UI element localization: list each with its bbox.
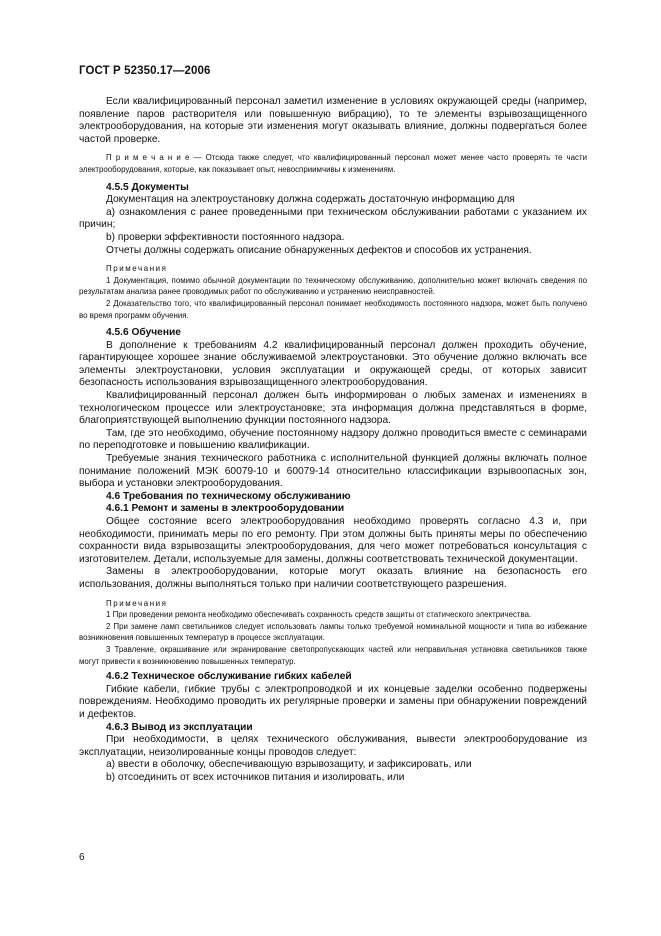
section-heading-4-6-2: 4.6.2 Техническое обслуживание гибких кабелей: [106, 671, 352, 683]
list-item: b) отсоединить от всех источников питания и изолировать, или: [106, 771, 405, 783]
page-number: 6: [79, 852, 85, 863]
section-heading-4-5-6: 4.5.6 Обучение: [106, 327, 181, 339]
standard-header: ГОСТ Р 52350.17—2006: [79, 65, 211, 77]
paragraph: Там, где это необходимо, обучение постоянному надзору должно проводиться вместе с семинарами по переподготовке и повышению квалификации.: [79, 427, 587, 452]
notes-title: Примечания: [106, 264, 168, 274]
note: 2 Доказательство того, что квалифицированный персонал понимает необходимость постоянного надзора, может быть получено во время программ обучения.: [79, 298, 587, 320]
section-heading-4-5-5: 4.5.5 Документы: [106, 181, 189, 193]
paragraph: При необходимости, в целях технического обслуживания, вывести электрооборудование из эксплуатации, неизолированные концы проводов следует:: [79, 734, 587, 758]
note: П р и м е ч а н и е — Отсюда также следует, что квалифицированный персонал может менее часто проверять те части электрооборудования, которые, как показывает опыт, невосприимчивы к изменениям.: [79, 153, 587, 174]
list-item: a) ввести в оболочку, обеспечивающую взрывозащиту, и зафиксировать, или: [106, 759, 472, 771]
paragraph: Замены в электрооборудовании, которые могут оказать влияние на безопасность его использования, должны выполняться только при наличии соответствующего разрешения.: [79, 566, 587, 590]
notes-title: Примечания: [106, 598, 168, 608]
note: 1 При проведении ремонта необходимо обеспечивать сохранность средств защиты от статического электричества.: [106, 610, 532, 620]
paragraph: Документация на электроустановку должна содержать достаточную информацию для: [106, 194, 515, 206]
paragraph: Требуемые знания технического работника с исполнительной функцией должны включать полное понимание положений МЭК 60079-10 и 60079-14 относительно классификации взрывоопасных зон, выбора и установки электрооборудования.: [79, 453, 587, 490]
paragraph: Общее состояние всего электрооборудования необходимо проверять согласно 4.3 и, при необходимости, принимать меры по его ремонту. При этом должны быть приняты меры по обеспечению сохранности вида взрывозащиты электрооборудования, для чего может потребоваться консультация с изготовителем. Детали, используемые для замены, должны соответствовать технической документации.: [79, 516, 587, 565]
document-body: [79, 96, 587, 784]
paragraph: В дополнение к требованиям 4.2 квалифицированный персонал должен проходить обучение, гарантирующее хорошее знание обслуживаемой электроустановки. Это обучение должно включать все элементы электроустановки, условия эксплуатации и окружающей среды, от которых зависит безопасность использования взрывозащищенного электрооборудования.: [79, 339, 587, 389]
section-heading-4-6-3: 4.6.3 Вывод из эксплуатации: [106, 721, 253, 733]
paragraph: Отчеты должны содержать описание обнаруженных дефектов и способов их устранения.: [106, 244, 532, 256]
paragraph: Квалифицированный персонал должен быть информирован о любых заменах и изменениях в технологическом процессе или электроустановке; эта информация должна представляться в форме, благоприятствующей выполнению функции постоянного надзора.: [79, 390, 587, 427]
list-item: b) проверки эффективности постоянного надзора.: [106, 231, 345, 243]
section-heading-4-6-1: 4.6.1 Ремонт и замены в электрооборудовании: [106, 503, 345, 515]
note: 3 Травление, окрашивание или экранирование светопропускающих частей или неправильная установка светильников также могут привести к возникновению повышенных температур.: [79, 644, 587, 666]
note: 1 Документация, помимо обычной документации по техническому обслуживанию, дополнительно может включать сведения по результатам анализа ранее проводимых работ по обслуживанию и устранению неисправностей.: [79, 275, 587, 297]
list-item: a) ознакомления с ранее проведенными при техническом обслуживании работами с указанием их причин;: [79, 206, 587, 231]
note: 2 При замене ламп светильников следует использовать лампы только требуемой номинальной мощности и типа во избежание возникновения повышенных температур в процессе эксплуатации.: [79, 621, 587, 643]
section-heading-4-6: 4.6 Требования по техническому обслуживанию: [106, 490, 351, 502]
paragraph: Гибкие кабели, гибкие трубы с электропроводкой и их концевые заделки особенно подвержены повреждениям. Необходимо проводить их регулярные проверки и замены при обнаружении повреждений и дефектов.: [79, 683, 587, 720]
paragraph: Если квалифицированный персонал заметил изменение в условиях окружающей среды (например, появление паров растворителя или повышенную вибрацию), то те элементы взрывозащищенного электрооборудования, на которые эти изменения могут оказывать влияние, должны подвергаться более частой проверке.: [79, 96, 587, 145]
